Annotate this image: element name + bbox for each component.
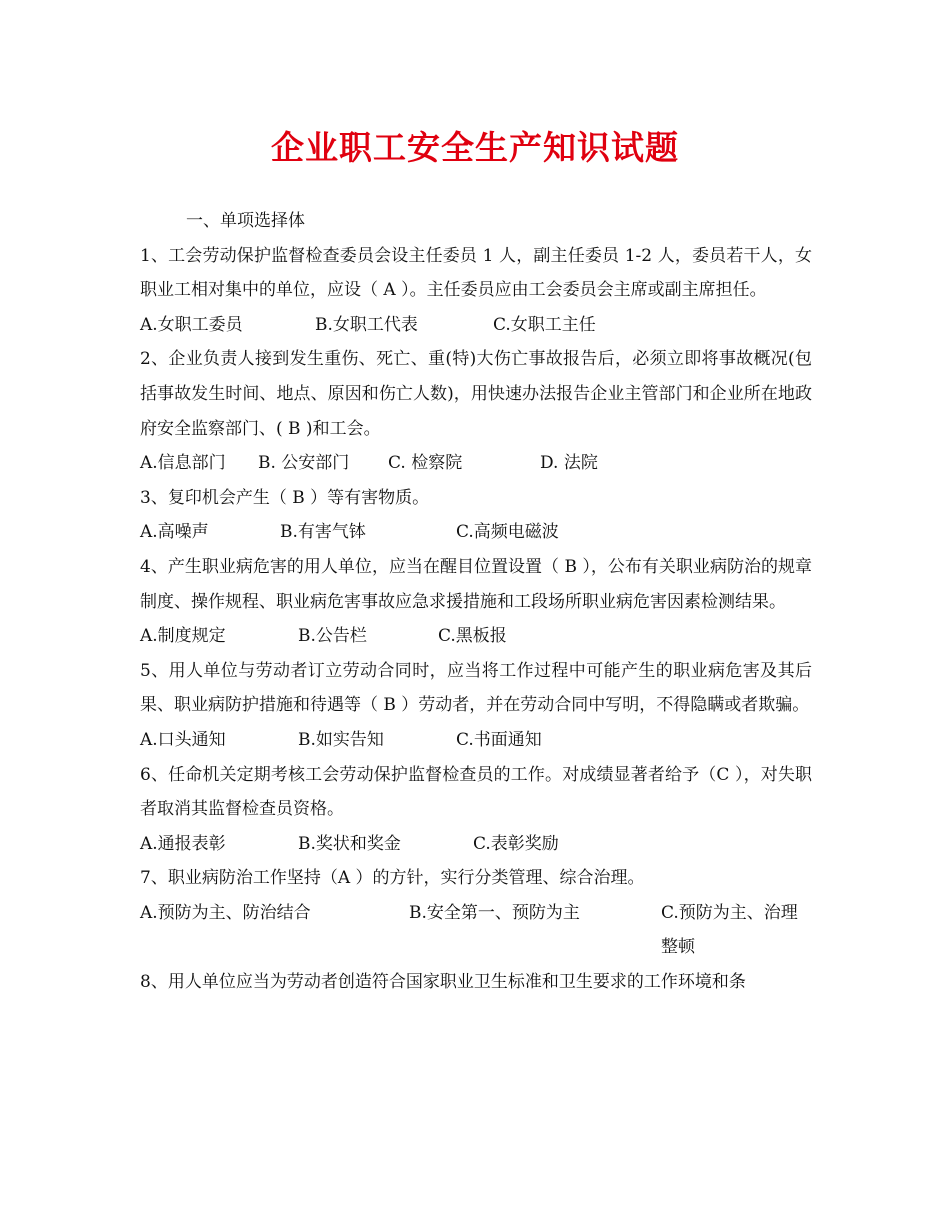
question-1-option-a: A.女职工委员 (140, 314, 243, 335)
question-4-options (140, 619, 812, 654)
question-2-option-c: C. 检察院 (388, 453, 463, 474)
question-2-option-d: D. 法院 (540, 453, 598, 474)
question-7-option-a: A.预防为主、防治结合 (140, 902, 311, 923)
question-2-text: 2、企业负责人接到发生重伤、死亡、重(特)大伤亡事故报告后，必须立即将事故概况(包括事故发生时间、地点、原因和伤亡人数)，用快速办法报告企业主管部门和企业所在地政府安全监察部门、( B )和工会。 (140, 349, 812, 439)
question-4-option-c: C.黑板报 (438, 626, 507, 647)
question-5-option-b: B.如实告知 (298, 729, 384, 750)
question-2-option-b: B. 公安部门 (258, 453, 350, 474)
question-6-option-c: C.表彰奖励 (473, 833, 559, 854)
question-6-option-a: A.通报表彰 (140, 833, 226, 854)
question-1-options (140, 308, 812, 343)
question-7-options (140, 896, 812, 965)
question-5-options (140, 723, 812, 758)
question-5-option-c: C.书面通知 (456, 729, 542, 750)
question-7-option-c: C.预防为主、治理整顿 (661, 902, 798, 958)
question-6-text: 6、任命机关定期考核工会劳动保护监督检查员的工作。对成绩显著者给予（C ），对失职者取消其监督检查员资格。 (140, 764, 812, 820)
question-3-options (140, 515, 812, 550)
question-4-option-a: A.制度规定 (140, 626, 226, 647)
question-7-option-b: B.安全第一、预防为主 (409, 902, 580, 923)
question-1-option-c: C.女职工主任 (493, 314, 596, 335)
question-2-options (140, 446, 812, 481)
section-heading: 一、单项选择体 (186, 211, 305, 231)
question-3-text: 3、复印机会产生（ B ）等有害物质。 (140, 487, 430, 508)
question-1-option-b: B.女职工代表 (315, 314, 418, 335)
question-1-text: 1、工会劳动保护监督检查委员会设主任委员 1 人，副主任委员 1-2 人，委员若干人，女职业工相对集中的单位，应设（ A ）。主任委员应由工会委员会主席或副主席担任。 (140, 245, 812, 301)
question-4-text: 4、产生职业病危害的用人单位，应当在醒目位置设置（ B ），公布有关职业病防治的规章制度、操作规程、职业病危害事故应急求援措施和工段场所职业病危害因素检测结果。 (140, 556, 812, 612)
question-7-text: 7、职业病防治工作坚持（A ）的方针，实行分类管理、综合治理。 (140, 868, 645, 889)
question-5-text: 5、用人单位与劳动者订立劳动合同时，应当将工作过程中可能产生的职业病危害及其后果、职业病防护措施和待遇等（ B ）劳动者，并在劳动合同中写明，不得隐瞒或者欺骗。 (140, 660, 812, 716)
question-2-option-a: A.信息部门 (140, 453, 226, 474)
question-6-option-b: B.奖状和奖金 (298, 833, 401, 854)
question-4-option-b: B.公告栏 (298, 626, 367, 647)
question-3-option-c: C.高频电磁波 (456, 522, 559, 543)
question-3-option-a: A.高噪声 (140, 522, 209, 543)
question-3-option-b: B.有害气钵 (280, 522, 366, 543)
question-8-text: 8、用人单位应当为劳动者创造符合国家职业卫生标准和卫生要求的工作环境和条 (140, 972, 746, 993)
question-5-option-a: A.口头通知 (140, 729, 226, 750)
question-6-options (140, 827, 812, 862)
question-list (140, 204, 812, 1000)
document-title: 企业职工安全生产知识试题 (271, 128, 679, 167)
